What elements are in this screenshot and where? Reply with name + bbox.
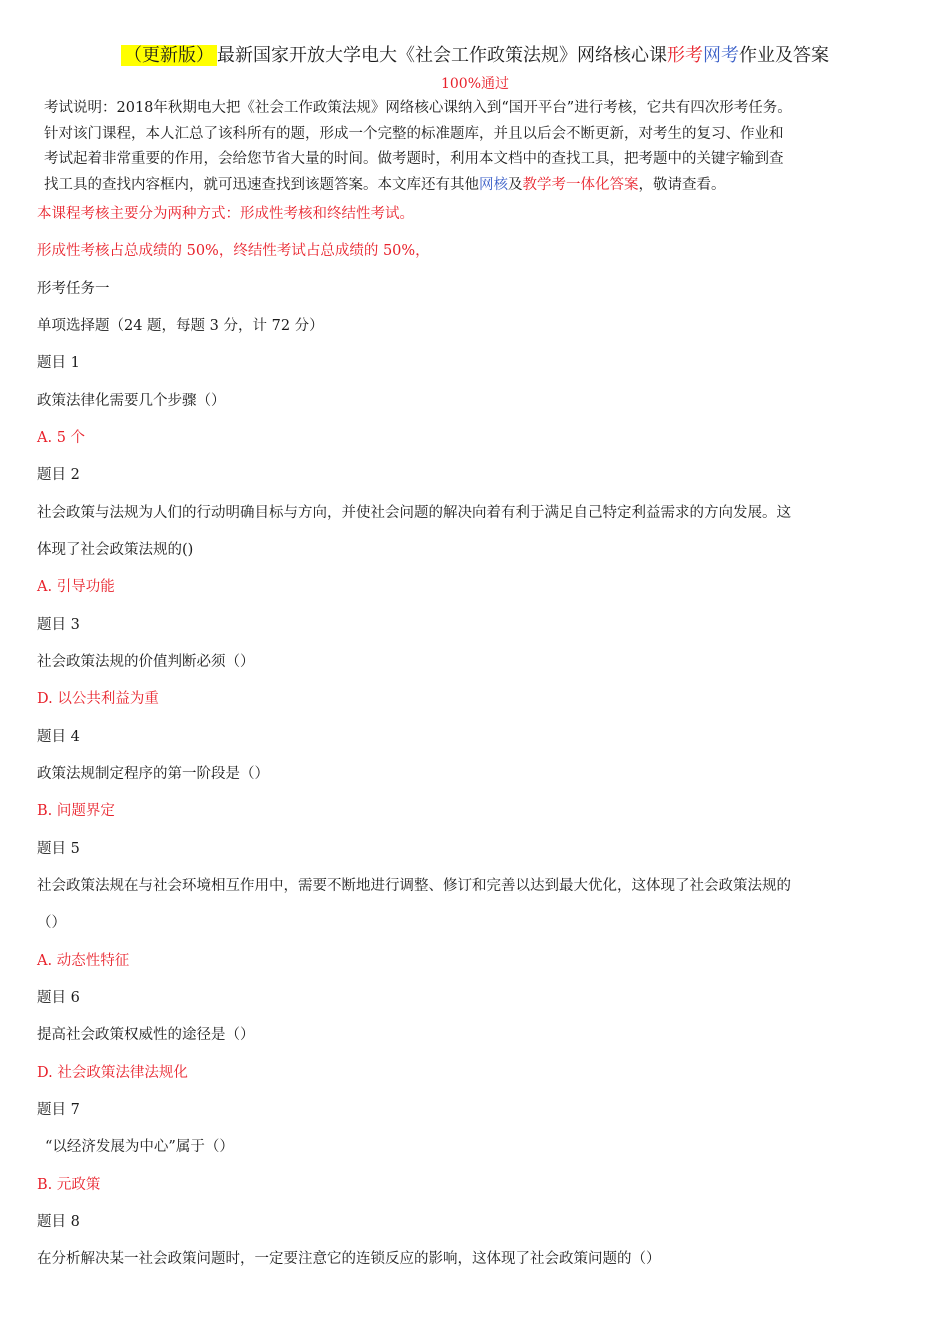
question-answer: B. 元政策 (37, 1177, 101, 1193)
question-text: 社会政策与法规为人们的行动明确目标与方向，并使社会问题的解决向着有利于满足自己特定利益需求的方向发展。这 (37, 505, 791, 521)
title-end: 作业及答案 (739, 45, 829, 66)
question-label: 题目 5 (37, 841, 80, 857)
question-text: 在分析解决某一社会政策问题时，一定要注意它的连锁反应的影响，这体现了社会政策问题的（） (37, 1251, 661, 1267)
question-answer: D. 以公共利益为重 (37, 691, 159, 707)
title-main: 最新国家开放大学电大《社会工作政策法规》网络核心课 (217, 45, 667, 66)
question-answer: A. 动态性特征 (37, 953, 130, 969)
question-answer: D. 社会政策法律法规化 (37, 1065, 188, 1081)
question-type-heading: 单项选择题（24 题，每题 3 分，计 72 分） (37, 318, 324, 334)
question-text: 社会政策法规在与社会环境相互作用中，需要不断地进行调整、修订和完善以达到最大优化，这体现了社会政策法规的 (37, 878, 791, 894)
question-text: 政策法律化需要几个步骤（） (37, 393, 226, 409)
question-text: 政策法规制定程序的第一阶段是（） (37, 766, 269, 782)
question-answer: A. 5 个 (37, 430, 86, 446)
question-text: 提高社会政策权威性的途径是（） (37, 1027, 255, 1043)
title-wangkao: 网考 (703, 45, 739, 66)
question-text-cont: （） (37, 915, 66, 931)
question-label: 题目 8 (37, 1214, 80, 1230)
question-label: 题目 3 (37, 617, 80, 633)
exam-intro (44, 96, 914, 198)
task-heading: 形考任务一 (37, 281, 110, 297)
question-text-cont: 体现了社会政策法规的() (37, 542, 194, 558)
link-jiaoxuekao[interactable]: 教学考一体化答案 (522, 176, 639, 193)
intro-line-4-end: ，敬请查看。 (638, 176, 726, 193)
update-badge: （更新版） (121, 45, 217, 66)
question-label: 题目 2 (37, 467, 80, 483)
assessment-line-1: 本课程考核主要分为两种方式：形成性考核和终结性考试。 (37, 206, 414, 222)
intro-line-4-mid: 及 (508, 176, 523, 193)
assessment-line-2: 形成性考核占总成绩的 50%，终结性考试占总成绩的 50%， (37, 243, 430, 259)
pass-subtitle: 100%通过 (440, 76, 510, 92)
question-text: 社会政策法规的价值判断必须（） (37, 654, 255, 670)
intro-line-4-text: 找工具的查找内容框内，就可迅速查找到该题答案。本文库还有其他 (44, 176, 479, 193)
intro-line-1: 考试说明：2018年秋期电大把《社会工作政策法规》网络核心课纳入到“国开平台”进行考核，它共有四次形考任务。 (44, 100, 792, 116)
title-xingkao: 形考 (667, 45, 703, 66)
intro-line-3: 考试起着非常重要的作用，会给您节省大量的时间。做考题时，利用本文档中的查找工具，把考题中的关键字输到查 (44, 151, 784, 167)
question-answer: A. 引导功能 (37, 579, 115, 595)
question-label: 题目 4 (37, 729, 80, 745)
question-text: “以经济发展为中心”属于（） (45, 1139, 234, 1155)
document-title (0, 44, 950, 68)
intro-line-4 (44, 173, 914, 199)
question-answer: B. 问题界定 (37, 803, 115, 819)
question-label: 题目 1 (37, 355, 80, 371)
intro-line-2: 针对该门课程，本人汇总了该科所有的题，形成一个完整的标准题库，并且以后会不断更新，对考生的复习、作业和 (44, 125, 784, 142)
link-wanghe[interactable]: 网核 (479, 176, 508, 193)
question-label: 题目 6 (37, 990, 80, 1006)
question-label: 题目 7 (37, 1102, 80, 1118)
